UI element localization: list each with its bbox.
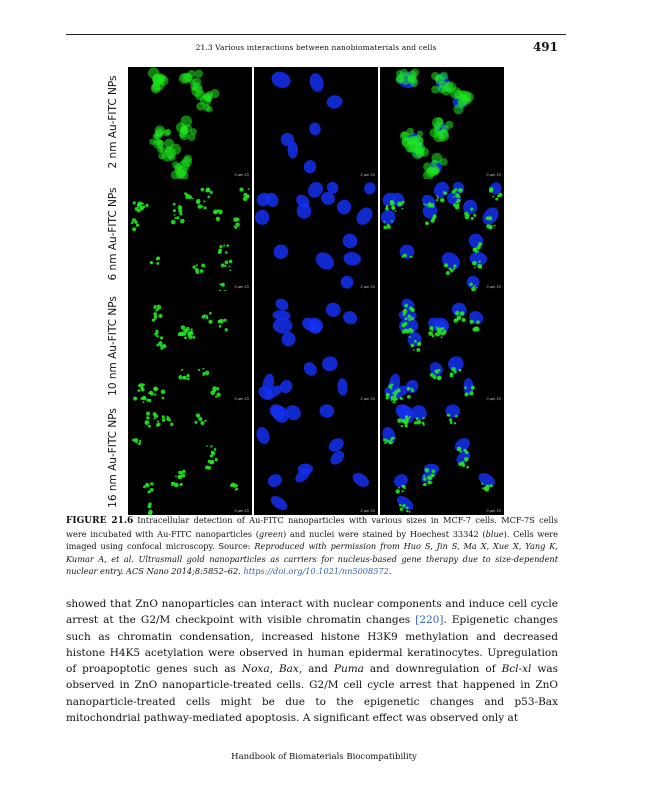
body-comma-1: ,: [269, 663, 279, 676]
body-comma-2: , and: [298, 663, 334, 676]
body-paragraph: [66, 596, 558, 726]
caption-text-2: ) and nuclei were stained by Hoechest 33342 (: [283, 528, 486, 539]
body-text-3: and downregulation of: [363, 663, 502, 676]
figure-21-6: [107, 66, 508, 513]
caption-end: .: [388, 566, 392, 577]
row-label-2nm: 2 nm Au-FITC NPs: [107, 75, 119, 169]
caption-text-3: ). Cells were imaged using confocal microscopy. Source:: [66, 528, 558, 552]
scale-bar: 0 μm 25: [486, 509, 501, 513]
caption-doi-link[interactable]: https://doi.org/10.1021/nn5008572: [243, 566, 389, 577]
scale-bar: 0 μm 25: [234, 285, 249, 289]
micrograph-2nm-blue-channel: [254, 67, 378, 179]
gene-bcl-xl: Bcl-xl: [501, 663, 532, 676]
caption-green: green: [258, 528, 284, 539]
gene-noxa: Noxa: [241, 663, 270, 676]
row-label-10nm: 10 nm Au-FITC NPs: [107, 296, 119, 396]
scale-bar: 0 μm 25: [360, 285, 375, 289]
figure-caption: [66, 514, 558, 578]
running-head: [66, 40, 566, 58]
body-text-2: . Epigenetic changes such as chromatin condensation, increased histone H3K9 methylation and decreased histone H4K5 acetylation were observed in human epidermal keratinocytes. Upregulation of proapoptotic genes such as: [66, 614, 558, 676]
caption-label: FIGURE 21.6: [66, 516, 134, 526]
micrograph-10nm-merge: [380, 291, 504, 403]
row-label-16nm: 16 nm Au-FITC NPs: [107, 408, 119, 508]
page-number: 491: [532, 40, 558, 54]
row-label-6nm: 6 nm Au-FITC NPs: [107, 187, 119, 281]
reference-220-link[interactable]: [220]: [415, 614, 444, 627]
gene-puma: Puma: [333, 663, 364, 676]
scale-bar: 0 μm 25: [486, 285, 501, 289]
micrograph-6nm-blue-channel: [254, 179, 378, 291]
micrograph-6nm-merge: [380, 179, 504, 291]
scale-bar: 0 μm 25: [234, 509, 249, 513]
caption-source: Reproduced with permission from Huo S, Jin S, Ma X, Xue X, Yang K, Kumar A, et al. Ultrasmall gold nanoparticles as carriers for nucleus-based gene therapy due to size-dependent nuclear entry. ACS Nano 2014;8:5852–62.: [66, 541, 558, 577]
header-rule: [66, 34, 566, 35]
gene-bax: Bax: [278, 663, 299, 676]
scale-bar: 0 μm 25: [360, 173, 375, 177]
body-text-1: showed that ZnO nanoparticles can interact with nuclear components and induce cell cycle arrest at the G2/M checkpoint with visible chromatin changes: [66, 598, 558, 627]
scale-bar: 0 μm 25: [234, 397, 249, 401]
micrograph-16nm-blue-channel: [254, 403, 378, 515]
micrograph-10nm-green-channel: [128, 291, 252, 403]
scale-bar: 0 μm 25: [234, 173, 249, 177]
caption-blue: blue: [485, 528, 504, 539]
page-footer: Handbook of Biomaterials Biocompatibility: [231, 752, 417, 762]
caption-text-1: Intracellular detection of Au-FITC nanoparticles with various sizes in MCF-7 cells. MCF-7S cells were incubated with Au-FITC nanoparticles (: [66, 515, 558, 539]
running-title: 21.3 Various interactions between nanobiomaterials and cells: [195, 43, 437, 52]
scale-bar: 0 μm 25: [360, 509, 375, 513]
micrograph-2nm-merge: [380, 67, 504, 179]
scale-bar: 0 μm 25: [486, 397, 501, 401]
micrograph-2nm-green-channel: [128, 67, 252, 179]
scale-bar: 0 μm 25: [360, 397, 375, 401]
micrograph-10nm-blue-channel: [254, 291, 378, 403]
body-text-4: was observed in ZnO nanoparticle-treated cells. G2/M cell cycle arrest that happened in ZnO nanoparticle-treated cells might be due to the epigenetic changes and p53-Bax mitochondrial pathway-mediated apoptosis. A significant effect was observed only at: [66, 663, 558, 725]
micrograph-6nm-green-channel: [128, 179, 252, 291]
micrograph-16nm-green-channel: [128, 403, 252, 515]
micrograph-16nm-merge: [380, 403, 504, 515]
scale-bar: 0 μm 25: [486, 173, 501, 177]
